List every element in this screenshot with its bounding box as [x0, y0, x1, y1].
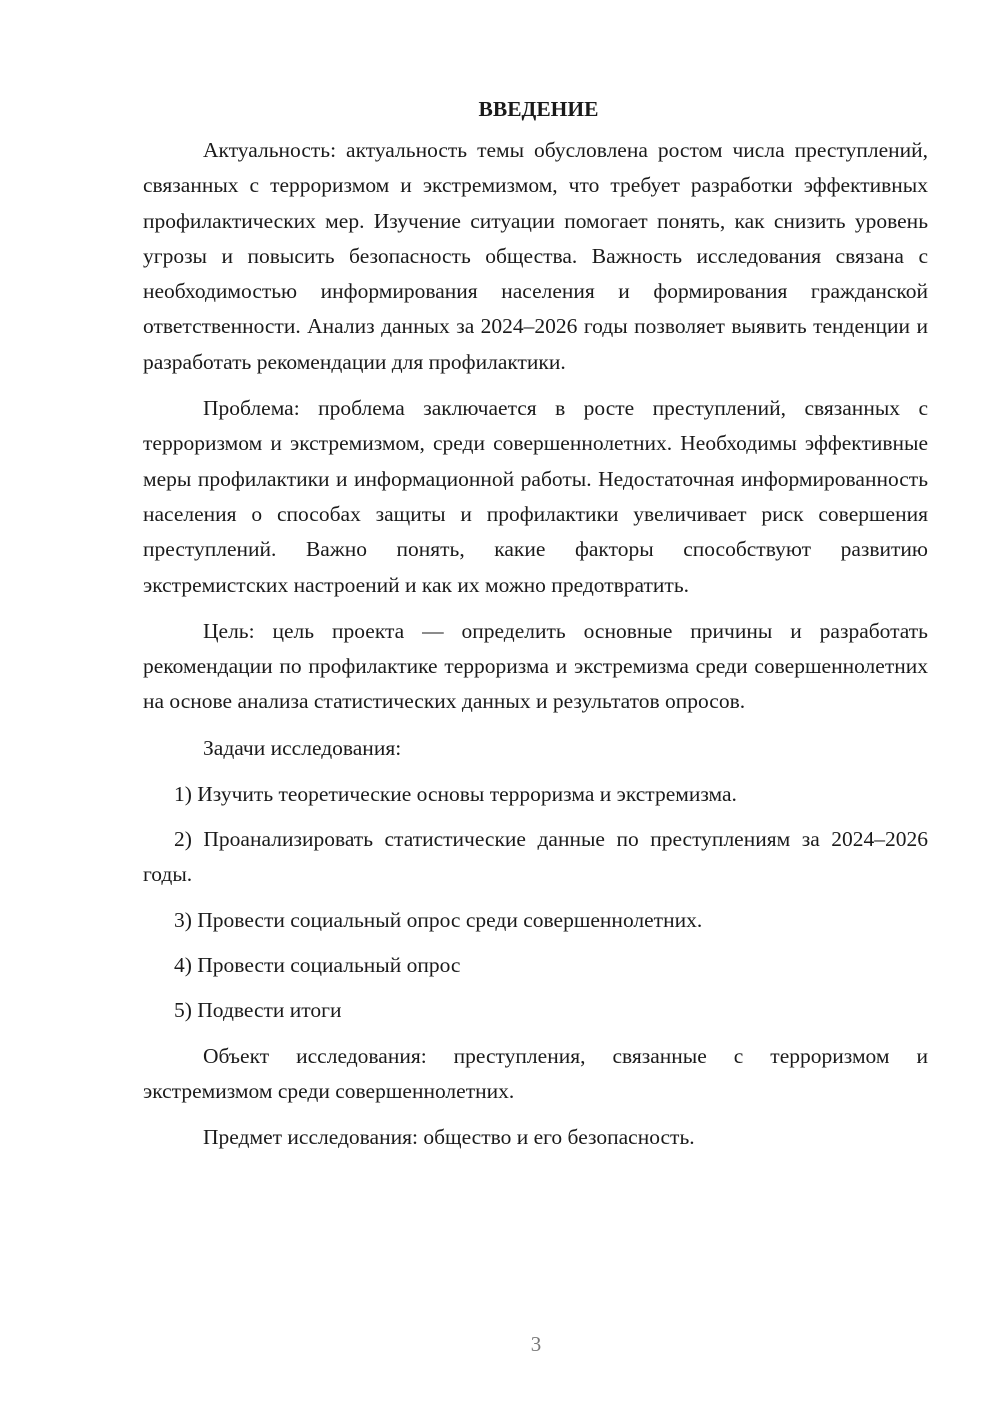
paragraph-problem: Проблема: проблема заключается в росте преступлений, связанных с терроризмом и экстремизмом, среди совершеннолетних. Необходимы эффективные меры профилактики и информационной работы. Недостаточная информированность населения о способах защиты и профилактики увеличивает риск совершения преступлений. Важно понять, какие факторы способствуют развитию экстремистских настроений и как их можно предотвратить. [143, 396, 928, 597]
page-number: 3 [530, 1332, 542, 1356]
document-page [143, 92, 928, 1166]
task-item-3: 3) Провести социальный опрос среди совершеннолетних. [174, 907, 703, 932]
task-item-4: 4) Провести социальный опрос [174, 952, 461, 977]
task-item-5: 5) Подвести итоги [174, 998, 342, 1023]
paragraph-goal: Цель: цель проекта — определить основные причины и разработать рекомендации по профилактике терроризма и экстремизма среди совершеннолетних на основе анализа статистических данных и результатов опросов. [143, 618, 928, 714]
tasks-list [143, 777, 928, 1029]
task-item-1: 1) Изучить теоретические основы терроризма и экстремизма. [174, 781, 737, 806]
section-heading: ВВЕДЕНИЕ [478, 97, 599, 121]
paragraph-subject: Предмет исследования: общество и его безопасность. [203, 1125, 695, 1150]
tasks-heading: Задачи исследования: [203, 735, 402, 760]
task-item-2: 2) Проанализировать статистические данные по преступлениям за 2024–2026 годы. [143, 827, 928, 887]
paragraph-object: Объект исследования: преступления, связанные с терроризмом и экстремизмом среди совершеннолетних. [143, 1043, 928, 1103]
paragraph-relevance: Актуальность: актуальность темы обусловлена ростом числа преступлений, связанных с терроризмом и экстремизмом, что требует разработки эффективных профилактических мер. Изучение ситуации помогает понять, как снизить уровень угрозы и повысить безопасность общества. Важность исследования связана с необходимостью информирования населения и формирования гражданской ответственности. Анализ данных за 2024–2026 годы позволяет выявить тенденции и разработать рекомендации для профилактики. [143, 138, 928, 374]
